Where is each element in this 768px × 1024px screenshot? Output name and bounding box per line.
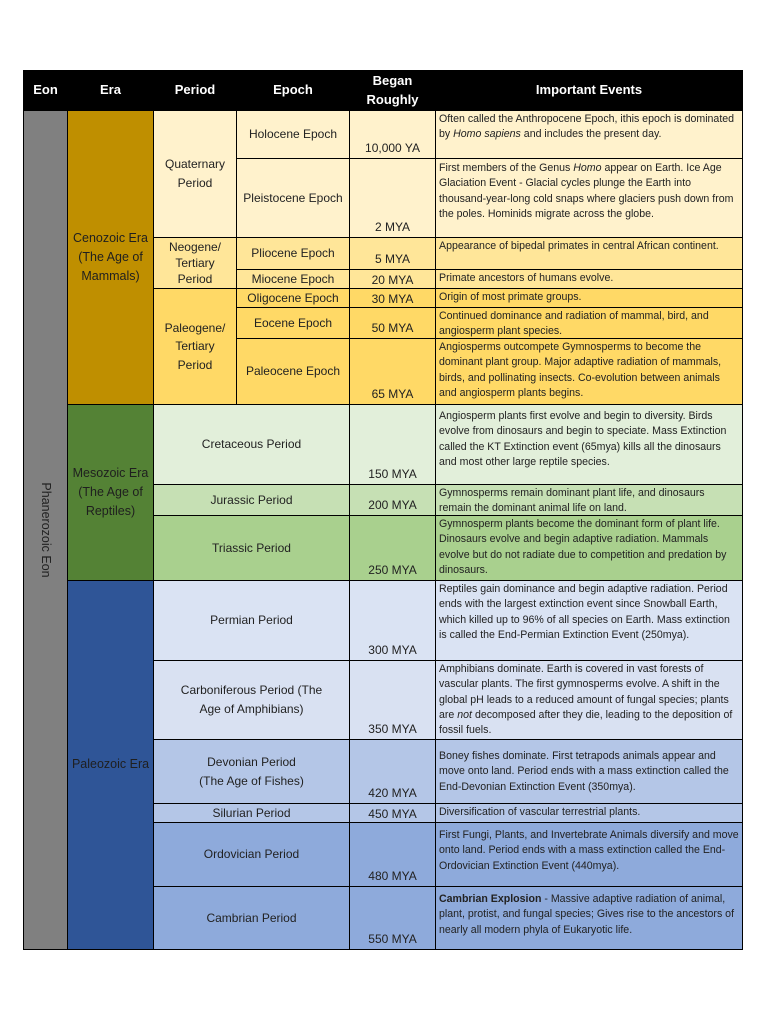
events-ordovician: First Fungi, Plants, and Invertebrate Animals diversify and move onto land. Period ends with a mass extinction called the End-Ordovician Extinction Event (440mya). — [436, 823, 742, 887]
epoch-oligocene: Oligocene Epoch — [237, 289, 350, 308]
epoch-eocene: Eocene Epoch — [237, 308, 350, 339]
events-devonian: Boney fishes dominate. First tetrapods animals appear and move onto land. Period ends with a mass extinction called the End-Devonian Extinction Event (350mya). — [436, 740, 742, 804]
epoch-pleistocene: Pleistocene Epoch — [237, 159, 350, 238]
period-paleogene: Paleogene/ Tertiary Period — [154, 289, 237, 405]
began-devonian: 420 MYA — [350, 740, 436, 804]
era-mesozoic: Mesozoic Era (The Age of Reptiles) — [68, 405, 154, 581]
header-period: Period — [154, 71, 237, 111]
period-permian: Permian Period — [154, 581, 350, 661]
epoch-pliocene: Pliocene Epoch — [237, 238, 350, 270]
header-eon: Eon — [24, 71, 68, 111]
events-holocene: Often called the Anthropocene Epoch, ithis epoch is dominated by Homo sapiens and includes the present day. — [436, 111, 742, 159]
epoch-paleocene: Paleocene Epoch — [237, 339, 350, 405]
began-eocene: 50 MYA — [350, 308, 436, 339]
geologic-time-table — [23, 70, 743, 950]
period-jurassic: Jurassic Period — [154, 485, 350, 516]
began-holocene: 10,000 YA — [350, 111, 436, 159]
began-miocene: 20 MYA — [350, 270, 436, 289]
events-jurassic: Gymnosperms remain dominant plant life, and dinosaurs remain the dominant animal life on land. — [436, 485, 742, 516]
events-paleocene: Angiosperms outcompete Gymnosperms to become the dominant plant group. Major adaptive radiation of mammals, birds, and pollinating insects. Co-evolution between animals and angiosperm plants begins. — [436, 339, 742, 405]
period-quaternary: Quaternary Period — [154, 111, 237, 238]
began-cretaceous: 150 MYA — [350, 405, 436, 485]
period-neogene: Neogene/ Tertiary Period — [154, 238, 237, 289]
events-eocene: Continued dominance and radiation of mammal, bird, and angiosperm plant species. — [436, 308, 742, 339]
events-pliocene: Appearance of bipedal primates in central African continent. — [436, 238, 742, 270]
period-cretaceous: Cretaceous Period — [154, 405, 350, 485]
eon-label: Phanerozoic Eon — [38, 482, 53, 578]
header-epoch: Epoch — [237, 71, 350, 111]
era-cenozoic: Cenozoic Era (The Age of Mammals) — [68, 111, 154, 405]
events-miocene: Primate ancestors of humans evolve. — [436, 270, 742, 289]
events-pleistocene: First members of the Genus Homo appear on Earth. Ice Age Glaciation Event - Glacial cycles plunge the Earth into thousand-year-long cold snaps where glaciers push down from the poles. Hominids migrate across the globe. — [436, 159, 742, 238]
period-silurian: Silurian Period — [154, 804, 350, 823]
began-paleocene: 65 MYA — [350, 339, 436, 405]
events-oligocene: Origin of most primate groups. — [436, 289, 742, 308]
epoch-miocene: Miocene Epoch — [237, 270, 350, 289]
eon-cell — [24, 111, 68, 949]
events-permian: Reptiles gain dominance and begin adaptive radiation. Period ends with the largest extinction event since Snowball Earth, which killed up to 96% of all species on Earth. Mass extinction is called the End-Permian Extinction Event (250mya). — [436, 581, 742, 661]
period-cambrian: Cambrian Period — [154, 887, 350, 949]
period-devonian: Devonian Period (The Age of Fishes) — [154, 740, 350, 804]
began-carboniferous: 350 MYA — [350, 661, 436, 740]
period-ordovician: Ordovician Period — [154, 823, 350, 887]
header-era: Era — [68, 71, 154, 111]
began-ordovician: 480 MYA — [350, 823, 436, 887]
events-carboniferous: Amphibians dominate. Earth is covered in vast forests of vascular plants. The first gymnosperms evolve. A shift in the global pH leads to a reduced amount of fungal species; plants are not decomposed after they die, leading to the deposition of fossil fuels. — [436, 661, 742, 740]
period-carboniferous: Carboniferous Period (The Age of Amphibians) — [154, 661, 350, 740]
began-triassic: 250 MYA — [350, 516, 436, 581]
began-permian: 300 MYA — [350, 581, 436, 661]
began-jurassic: 200 MYA — [350, 485, 436, 516]
events-cambrian: Cambrian Explosion - Massive adaptive radiation of animal, plant, protist, and fungal species; Gives rise to the ancestors of nearly all modern phyla of Eukaryotic life. — [436, 887, 742, 949]
began-oligocene: 30 MYA — [350, 289, 436, 308]
events-cretaceous: Angiosperm plants first evolve and begin to diversity. Birds evolve from dinosaurs and begin to speciate. Mass Extinction called the KT Extinction event (65mya) kills all the dinosaurs and most other large reptile species. — [436, 405, 742, 485]
events-triassic: Gymnosperm plants become the dominant form of plant life. Dinosaurs evolve and begin adaptive radiation. Mammals evolve but do not radiate due to competition and predation by dinosaurs. — [436, 516, 742, 581]
header-began: Began Roughly — [350, 71, 436, 111]
header-events: Important Events — [436, 71, 742, 111]
began-silurian: 450 MYA — [350, 804, 436, 823]
epoch-holocene: Holocene Epoch — [237, 111, 350, 159]
era-paleozoic: Paleozoic Era — [68, 581, 154, 949]
period-triassic: Triassic Period — [154, 516, 350, 581]
began-pliocene: 5 MYA — [350, 238, 436, 270]
began-pleistocene: 2 MYA — [350, 159, 436, 238]
events-silurian: Diversification of vascular terrestrial plants. — [436, 804, 742, 823]
began-cambrian: 550 MYA — [350, 887, 436, 949]
